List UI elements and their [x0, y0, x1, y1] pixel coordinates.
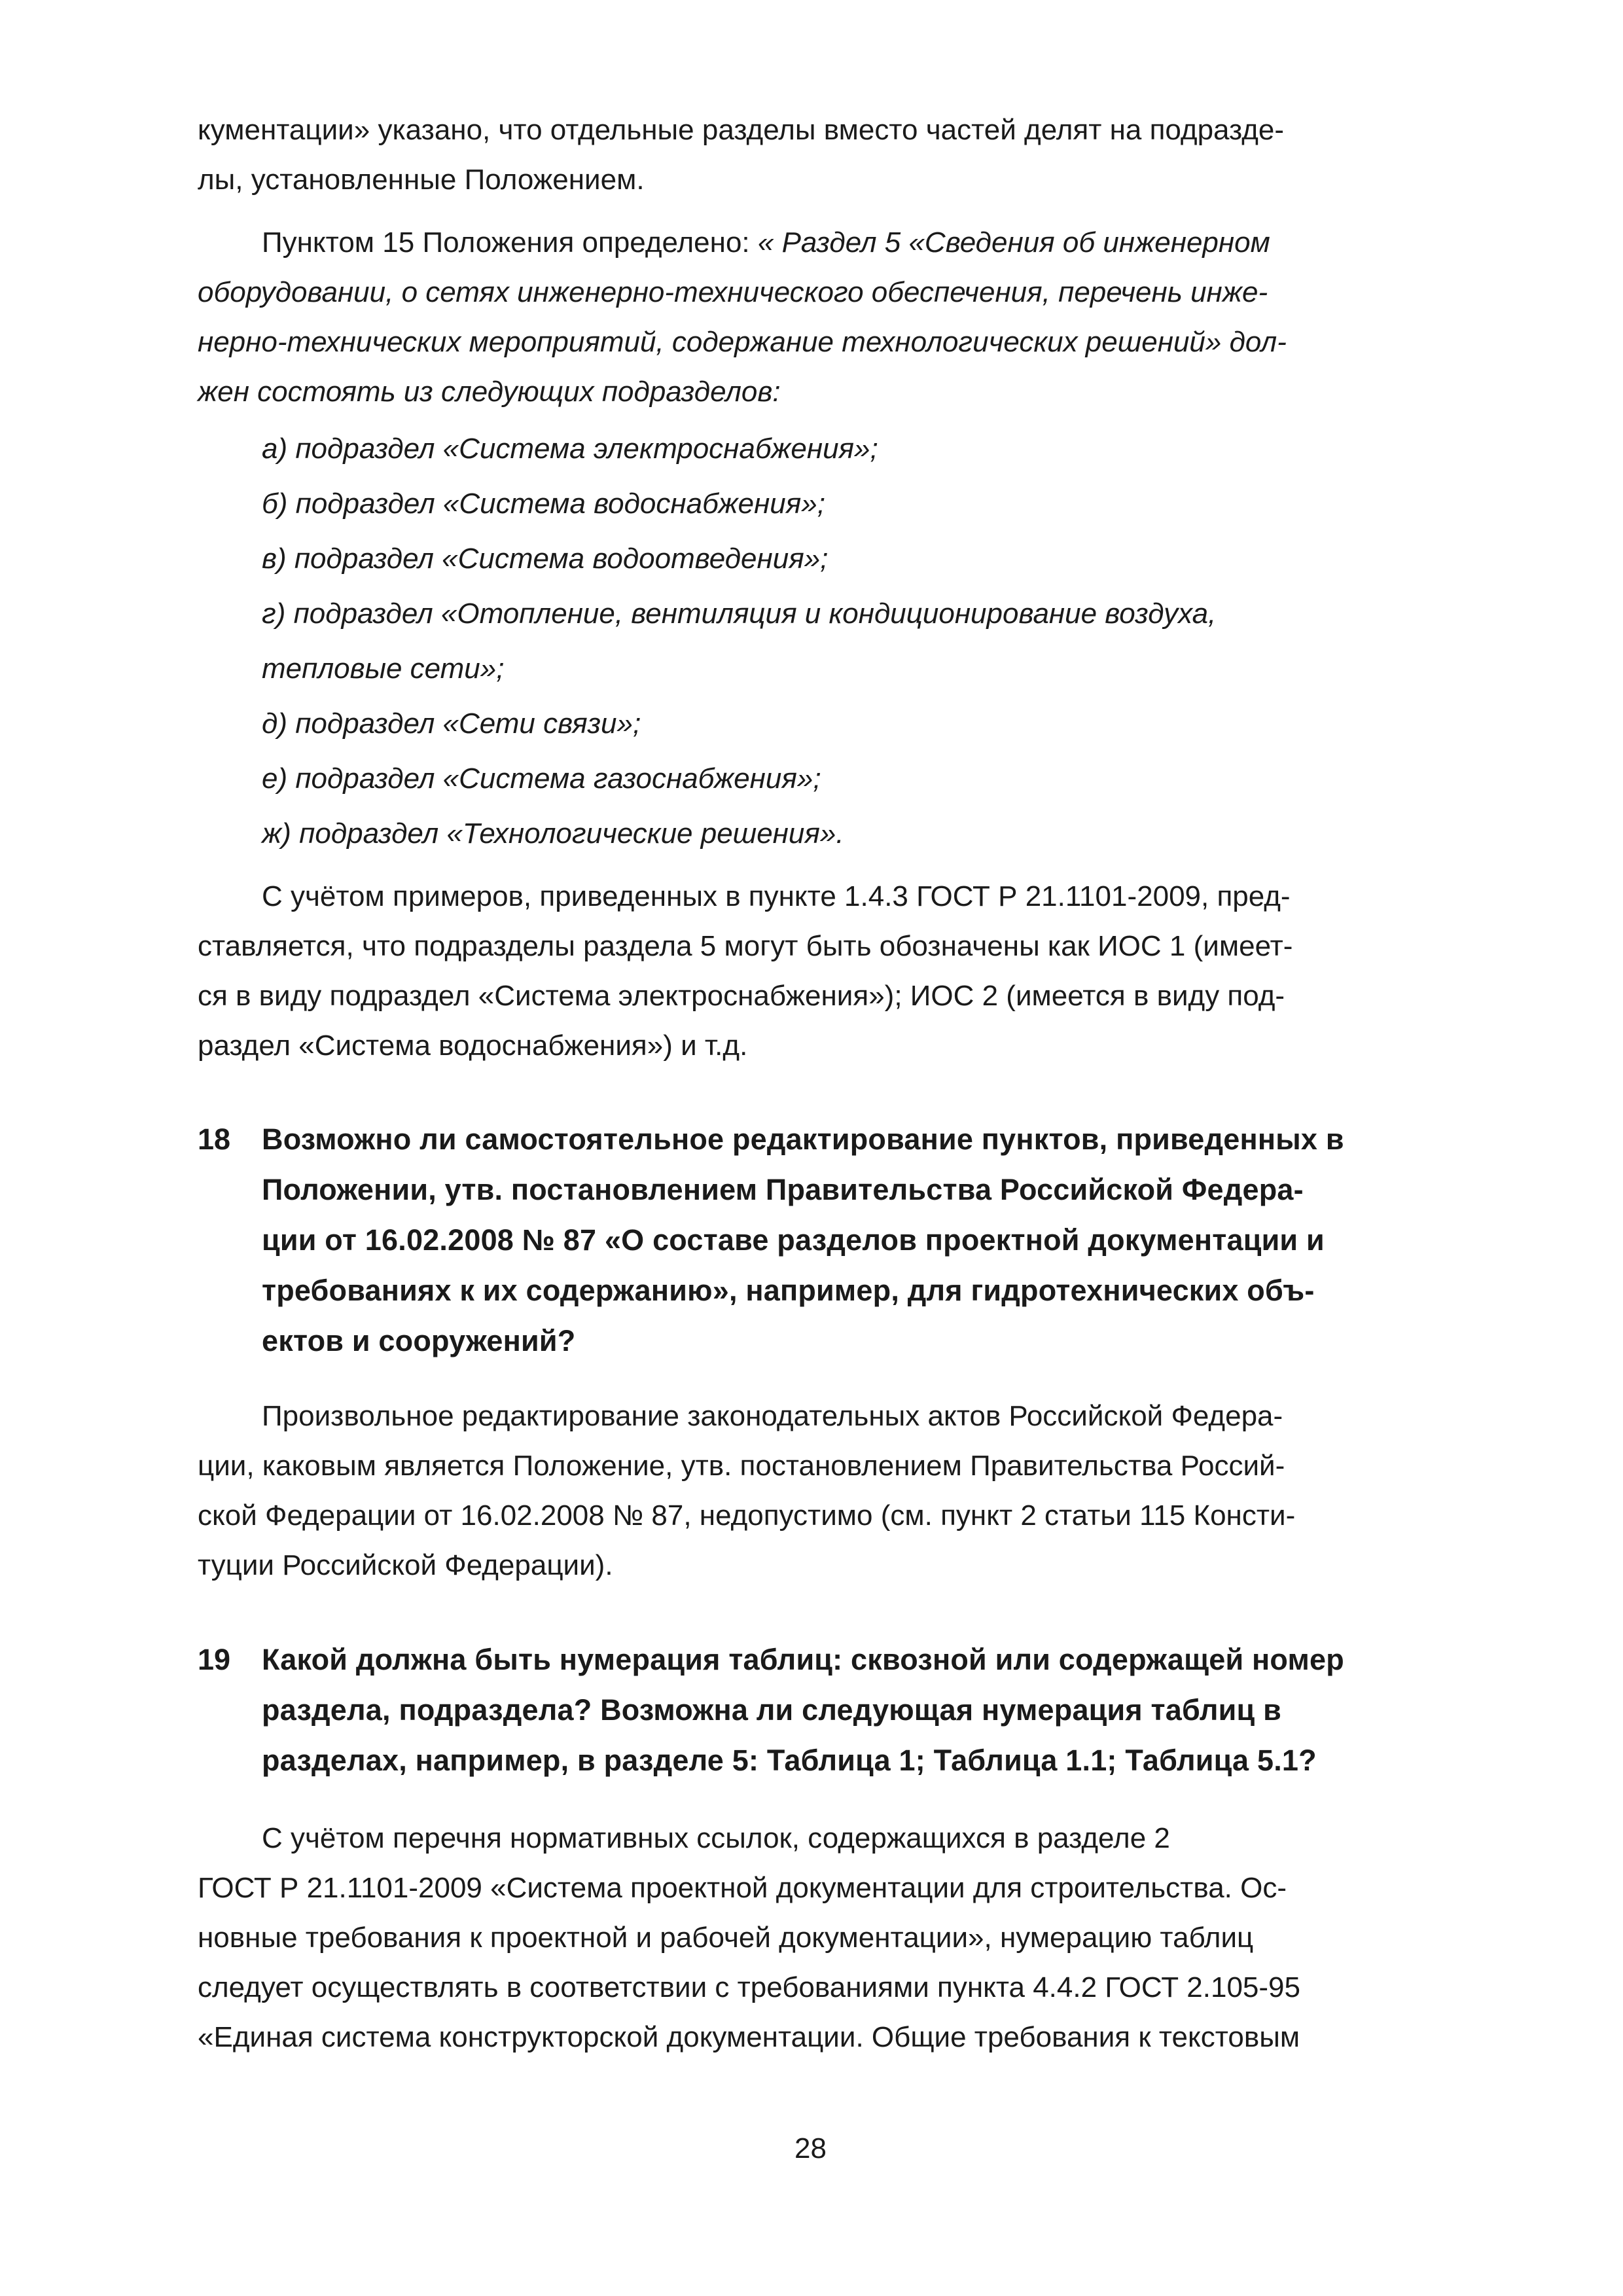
- paragraph-line: С учётом примеров, приведенных в пункте 1.4.3 ГОСТ Р 21.1101-2009, пред-: [262, 880, 1291, 912]
- paragraph-line: «Единая система конструкторской документации. Общие требования к текстовым: [198, 2021, 1300, 2053]
- question-line: ектов и сооружений?: [262, 1324, 576, 1357]
- list-item: ж) подраздел «Технологические решения».: [262, 817, 844, 850]
- list-item: б) подраздел «Система водоснабжения»;: [262, 488, 825, 520]
- quote-line: оборудовании, о сетях инженерно-технического обеспечения, перечень инже-: [198, 276, 1268, 308]
- list-item: г) подраздел «Отопление, вентиляция и кондиционирование воздуха,: [262, 598, 1217, 630]
- question-line: Возможно ли самостоятельное редактирование пунктов, приведенных в: [262, 1122, 1344, 1156]
- paragraph-line: ской Федерации от 16.02.2008 № 87, недопустимо (см. пункт 2 статьи 115 Консти-: [198, 1499, 1296, 1532]
- list-item-continuation: тепловые сети»;: [262, 653, 505, 685]
- paragraph-line: следует осуществлять в соответствии с требованиями пункта 4.4.2 ГОСТ 2.105-95: [198, 1971, 1300, 2003]
- paragraph-line: туции Российской Федерации).: [198, 1549, 613, 1581]
- paragraph-line: ся в виду подраздел «Система электроснабжения»); ИОС 2 (имеется в виду под-: [198, 980, 1285, 1012]
- paragraph-line: новные требования к проектной и рабочей документации», нумерацию таблиц: [198, 1922, 1254, 1954]
- list-item: а) подраздел «Система электроснабжения»;: [262, 433, 878, 465]
- quote-text: « Раздел 5 «Сведения об инженерном: [757, 226, 1270, 259]
- question-line: требованиях к их содержанию», например, для гидротехнических объ-: [262, 1274, 1315, 1307]
- question-number: 18: [198, 1122, 231, 1156]
- paragraph-line: ставляется, что подразделы раздела 5 могут быть обозначены как ИОС 1 (имеет-: [198, 930, 1293, 962]
- question-line: Положении, утв. постановлением Правительства Российской Федера-: [262, 1173, 1304, 1206]
- question-number: 19: [198, 1643, 231, 1676]
- paragraph-line: ции, каковым является Положение, утв. постановлением Правительства Россий-: [198, 1450, 1285, 1482]
- quote-line: нерно-технических мероприятий, содержание технологических решений» дол-: [198, 326, 1287, 358]
- paragraph-line: Произвольное редактирование законодательных актов Российской Федера-: [262, 1400, 1283, 1432]
- quote-line: жен состоять из следующих подразделов:: [198, 376, 781, 408]
- paragraph-intro: Пунктом 15 Положения определено:: [262, 226, 750, 259]
- paragraph-line: лы, установленные Положением.: [198, 164, 645, 196]
- paragraph-line: С учётом перечня нормативных ссылок, содержащихся в разделе 2: [262, 1822, 1170, 1854]
- question-line: разделах, например, в разделе 5: Таблица 1; Таблица 1.1; Таблица 5.1?: [262, 1744, 1317, 1777]
- paragraph-line: кументации» указано, что отдельные разделы вместо частей делят на подразде-: [198, 114, 1285, 146]
- list-item: е) подраздел «Система газоснабжения»;: [262, 762, 821, 795]
- paragraph-line: [262, 224, 1270, 261]
- paragraph-line: раздел «Система водоснабжения») и т.д.: [198, 1030, 748, 1062]
- list-item: в) подраздел «Система водоотведения»;: [262, 543, 829, 575]
- question-line: ции от 16.02.2008 № 87 «О составе разделов проектной документации и: [262, 1223, 1325, 1257]
- question-line: Какой должна быть нумерация таблиц: сквозной или содержащей номер: [262, 1643, 1344, 1676]
- list-item: д) подраздел «Сети связи»;: [262, 708, 641, 740]
- paragraph-line: ГОСТ Р 21.1101-2009 «Система проектной документации для строительства. Ос-: [198, 1872, 1287, 1904]
- page-number: 28: [794, 2132, 827, 2164]
- question-line: раздела, подраздела? Возможна ли следующая нумерация таблиц в: [262, 1693, 1281, 1727]
